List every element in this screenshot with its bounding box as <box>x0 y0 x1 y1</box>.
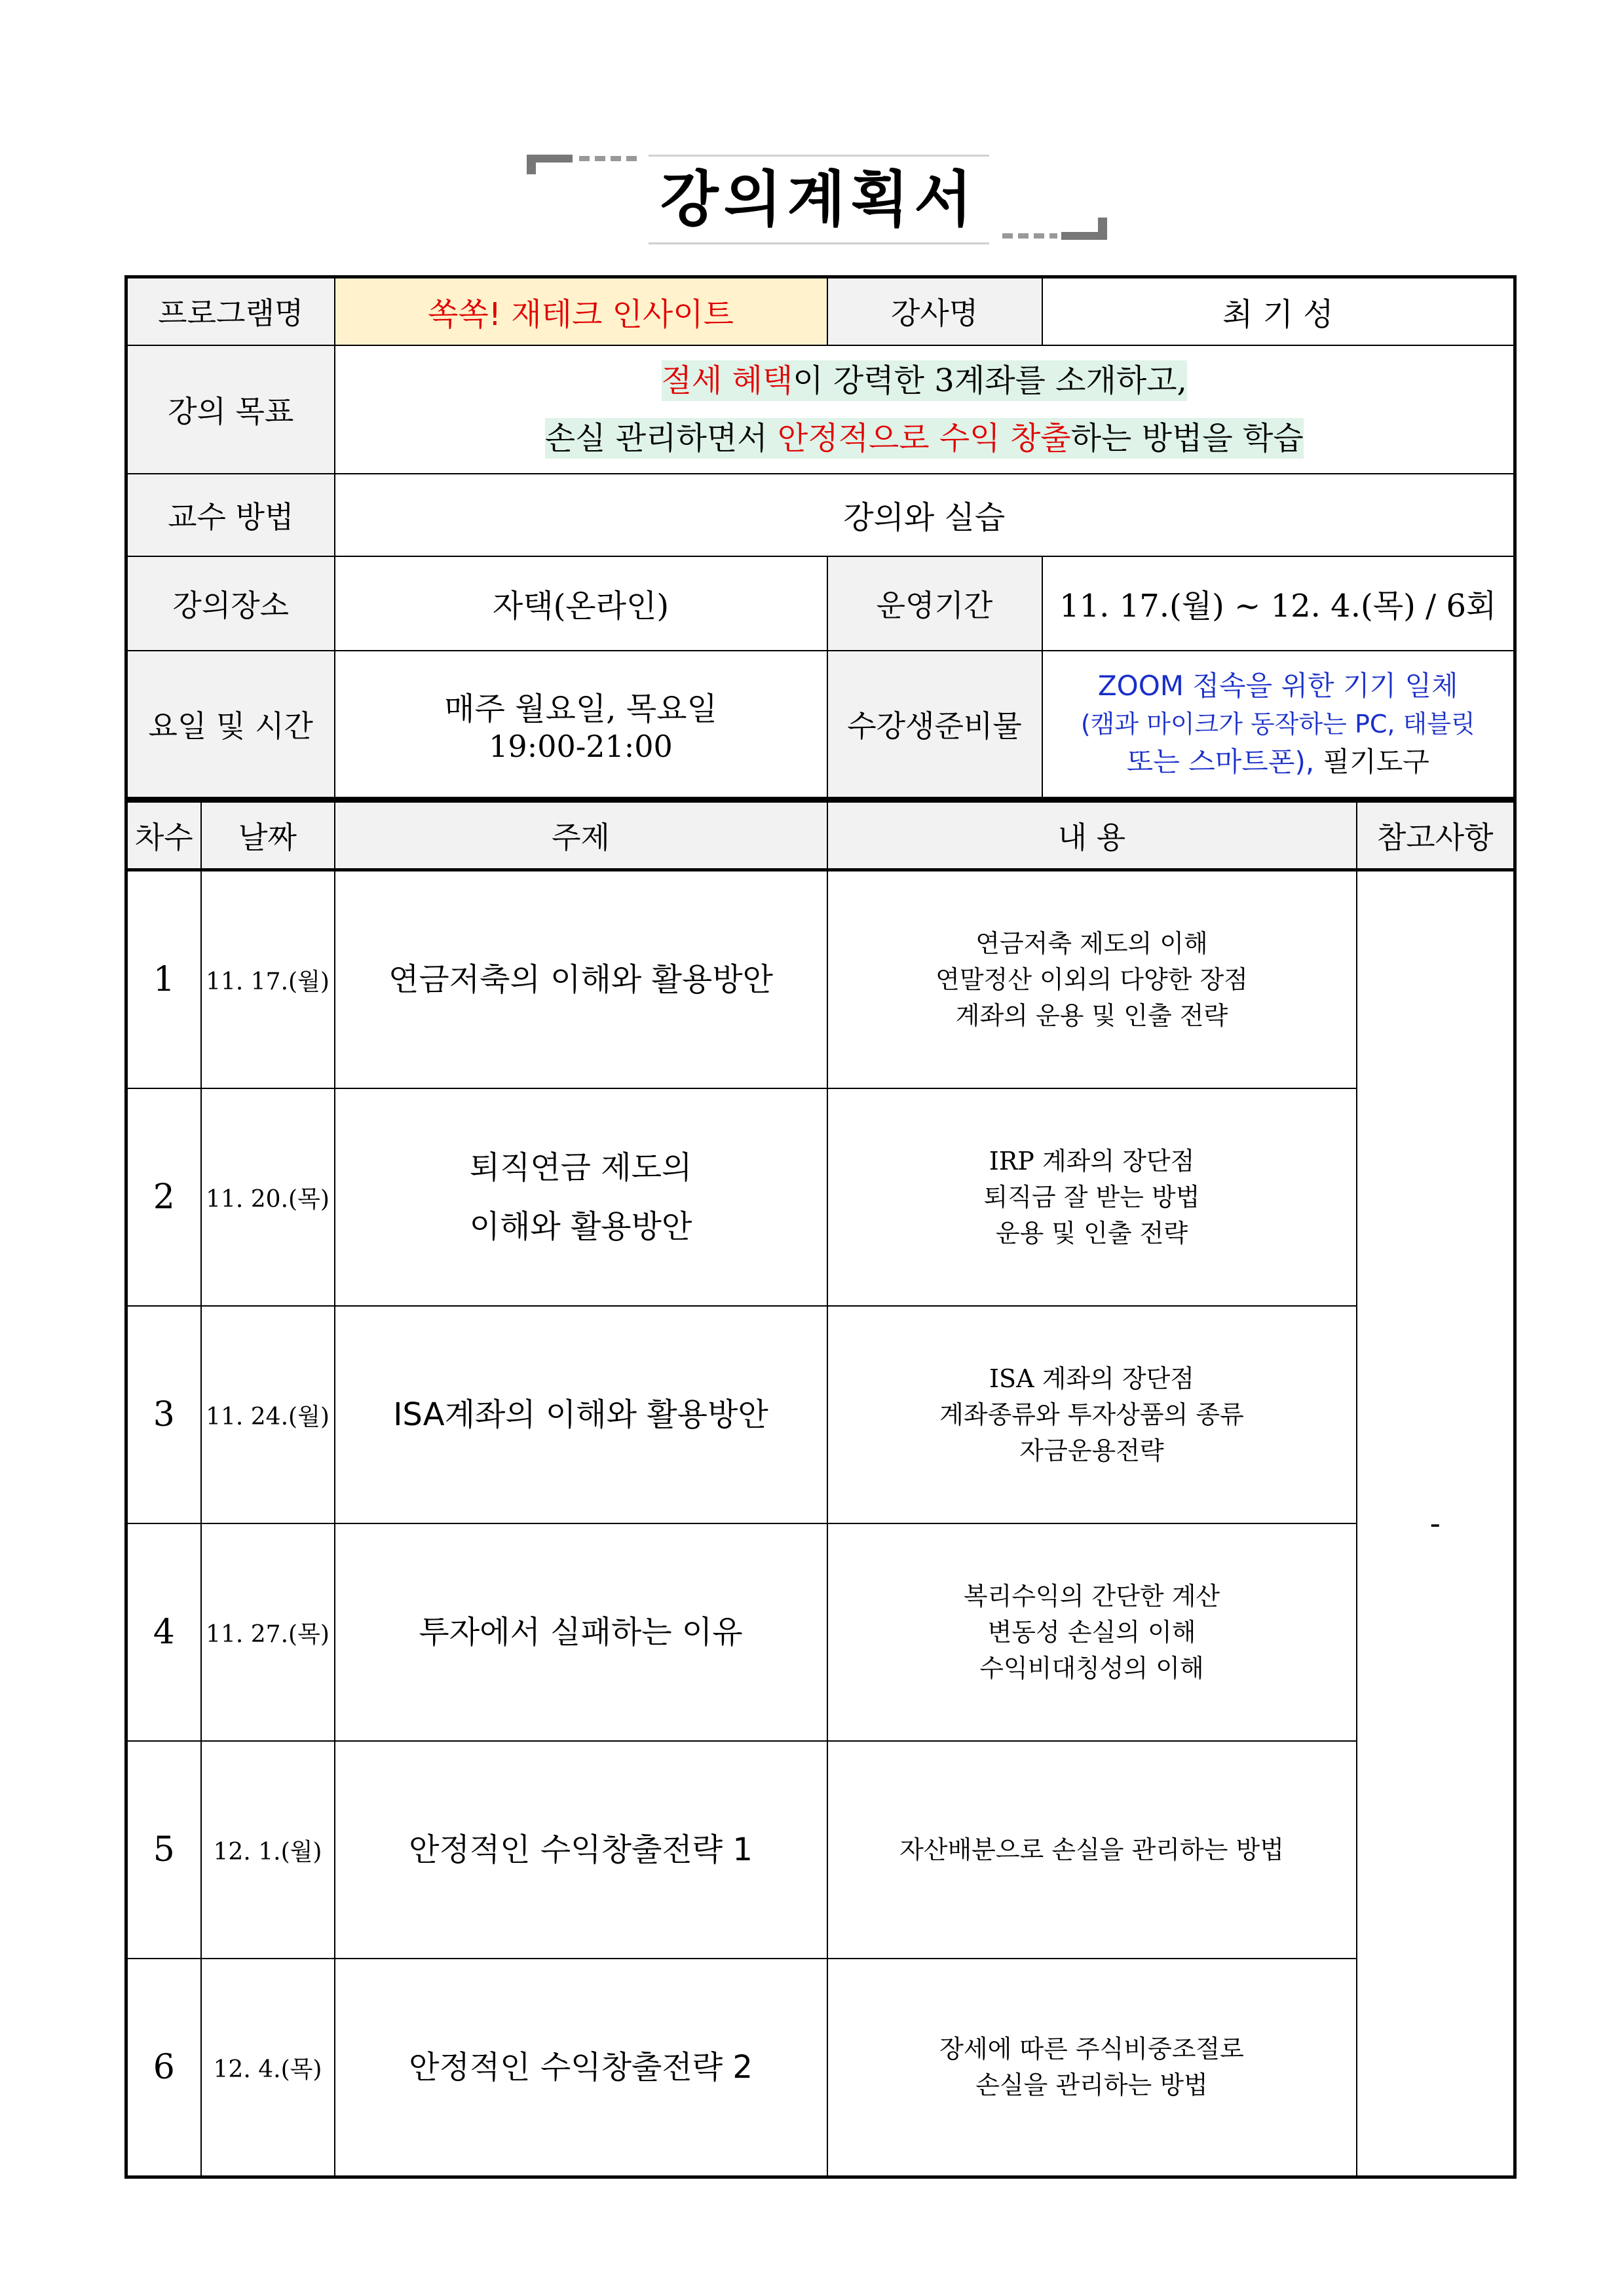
session-number: 1 <box>126 870 201 1089</box>
content-line: 변동성 손실의 이해 <box>987 1617 1196 1647</box>
prep-line: (캠과 마이크가 동작하는 PC, 태블릿 <box>1080 709 1475 738</box>
topic-line: 퇴직연금 제도의 <box>469 1149 692 1186</box>
session-date: 11. 27.(목) <box>201 1523 335 1741</box>
session-content <box>827 1088 1357 1306</box>
session-topic <box>335 1523 827 1741</box>
content-line: 계좌종류와 투자상품의 종류 <box>939 1400 1244 1429</box>
time-row <box>126 651 1515 799</box>
session-content <box>827 870 1357 1089</box>
period-value: 11. 17.(월) ~ 12. 4.(목) / 6회 <box>1042 556 1515 651</box>
title-dash <box>1018 233 1029 239</box>
goal-line-2 <box>545 418 1304 459</box>
instructor-name: 최 기 성 <box>1042 277 1515 345</box>
session-number: 2 <box>126 1088 201 1306</box>
session-date: 11. 20.(목) <box>201 1088 335 1306</box>
table-row <box>126 1959 1515 2177</box>
content-line: 퇴직금 잘 받는 방법 <box>983 1182 1200 1212</box>
session-date: 12. 1.(월) <box>201 1741 335 1959</box>
session-topic <box>335 870 827 1089</box>
session-number: 5 <box>126 1741 201 1959</box>
program-label: 프로그램명 <box>126 277 335 345</box>
session-number: 3 <box>126 1306 201 1523</box>
table-row <box>126 870 1515 1089</box>
topic-line: ISA계좌의 이해와 활용방안 <box>393 1396 768 1433</box>
title-dash <box>611 156 621 161</box>
title-bracket-top-left-vertical <box>527 155 536 174</box>
goal-line-1 <box>662 360 1187 401</box>
table-row <box>126 1523 1515 1741</box>
title-dash <box>626 156 637 161</box>
goal-value <box>335 345 1515 474</box>
title-rule-top <box>649 155 989 157</box>
period-label: 운영기간 <box>827 556 1042 651</box>
goal-label: 강의 목표 <box>126 345 335 474</box>
header-session: 차수 <box>126 801 201 870</box>
method-row <box>126 474 1515 556</box>
content-line: 계좌의 운용 및 인출 전략 <box>955 1001 1228 1030</box>
header-reference: 참고사항 <box>1357 801 1515 870</box>
table-row <box>126 1306 1515 1523</box>
content-line: 손실을 관리하는 방법 <box>975 2071 1208 2099</box>
session-number: 4 <box>126 1523 201 1741</box>
method-value: 강의와 실습 <box>335 474 1515 556</box>
content-line: 연말정산 이외의 다양한 장점 <box>935 965 1248 994</box>
prep-line: 또는 스마트폰), <box>1126 745 1323 778</box>
topic-line: 안정적인 수익창출전략 1 <box>409 1831 753 1868</box>
table-row <box>126 1741 1515 1959</box>
content-line: 복리수익의 간단한 계산 <box>963 1581 1220 1611</box>
place-label: 강의장소 <box>126 556 335 651</box>
goal-row <box>126 345 1515 474</box>
content-line: 장세에 따른 주식비중조절로 <box>939 2035 1244 2063</box>
content-line: 운용 및 인출 전략 <box>995 1218 1188 1248</box>
time-hours: 19:00-21:00 <box>489 729 673 765</box>
header-content: 내 용 <box>827 801 1357 870</box>
time-days: 매주 월요일, 목요일 <box>444 691 717 728</box>
title-dash <box>579 156 590 161</box>
title-block <box>524 144 1114 249</box>
session-topic <box>335 1306 827 1523</box>
time-value <box>335 651 827 799</box>
topic-line: 이해와 활용방안 <box>469 1208 692 1245</box>
goal-text: 손실 관리하면서 <box>544 419 778 457</box>
title-bracket-bottom-right-vertical <box>1098 218 1107 240</box>
title-dash <box>1049 233 1057 239</box>
topic-line: 투자에서 실패하는 이유 <box>419 1614 743 1651</box>
prep-label: 수강생준비물 <box>827 651 1042 799</box>
session-content <box>827 1523 1357 1741</box>
place-value: 자택(온라인) <box>335 556 827 651</box>
prep-line: ZOOM 접속을 위한 기기 일체 <box>1097 669 1458 702</box>
session-date: 11. 17.(월) <box>201 870 335 1089</box>
title-rule-bottom <box>649 242 989 244</box>
page-title: 강의계획서 <box>660 164 978 235</box>
schedule-table <box>124 799 1517 2179</box>
session-content <box>827 1306 1357 1523</box>
session-number: 6 <box>126 1959 201 2177</box>
topic-line: 연금저축의 이해와 활용방안 <box>388 961 773 998</box>
place-row <box>126 556 1515 651</box>
content-line: 자금운용전략 <box>1019 1436 1164 1465</box>
time-label: 요일 및 시간 <box>126 651 335 799</box>
method-label: 교수 방법 <box>126 474 335 556</box>
session-date: 12. 4.(목) <box>201 1959 335 2177</box>
goal-highlight-tax: 절세 혜택 <box>661 362 793 399</box>
session-topic <box>335 1741 827 1959</box>
prep-stationery: 필기도구 <box>1323 745 1429 778</box>
header-date: 날짜 <box>201 801 335 870</box>
content-line: 자산배분으로 손실을 관리하는 방법 <box>899 1835 1284 1864</box>
table-row <box>126 1088 1515 1306</box>
session-content <box>827 1741 1357 1959</box>
content-line: 연금저축 제도의 이해 <box>975 928 1208 958</box>
session-date: 11. 24.(월) <box>201 1306 335 1523</box>
content-line: ISA 계좌의 장단점 <box>989 1364 1194 1393</box>
program-name: 쏙쏙! 재테크 인사이트 <box>335 277 827 345</box>
prep-value <box>1042 651 1515 799</box>
content-line: IRP 계좌의 장단점 <box>989 1146 1195 1176</box>
header-topic: 주제 <box>335 801 827 870</box>
course-info-table <box>124 275 1517 800</box>
title-dash <box>1002 233 1013 239</box>
topic-line: 안정적인 수익창출전략 2 <box>409 2049 753 2086</box>
session-topic <box>335 1088 827 1306</box>
goal-text: 하는 방법을 학습 <box>1070 419 1304 457</box>
program-row <box>126 277 1515 345</box>
reference-note: - <box>1357 870 1515 2177</box>
title-dash <box>595 156 605 161</box>
goal-text: 이 강력한 3계좌를 소개하고, <box>793 362 1187 399</box>
content-line: 수익비대칭성의 이해 <box>979 1653 1204 1683</box>
session-content <box>827 1959 1357 2177</box>
title-dash <box>1034 233 1044 239</box>
session-topic <box>335 1959 827 2177</box>
instructor-label: 강사명 <box>827 277 1042 345</box>
goal-highlight-profit: 안정적으로 수익 창출 <box>777 419 1071 457</box>
schedule-header-row <box>126 801 1515 870</box>
